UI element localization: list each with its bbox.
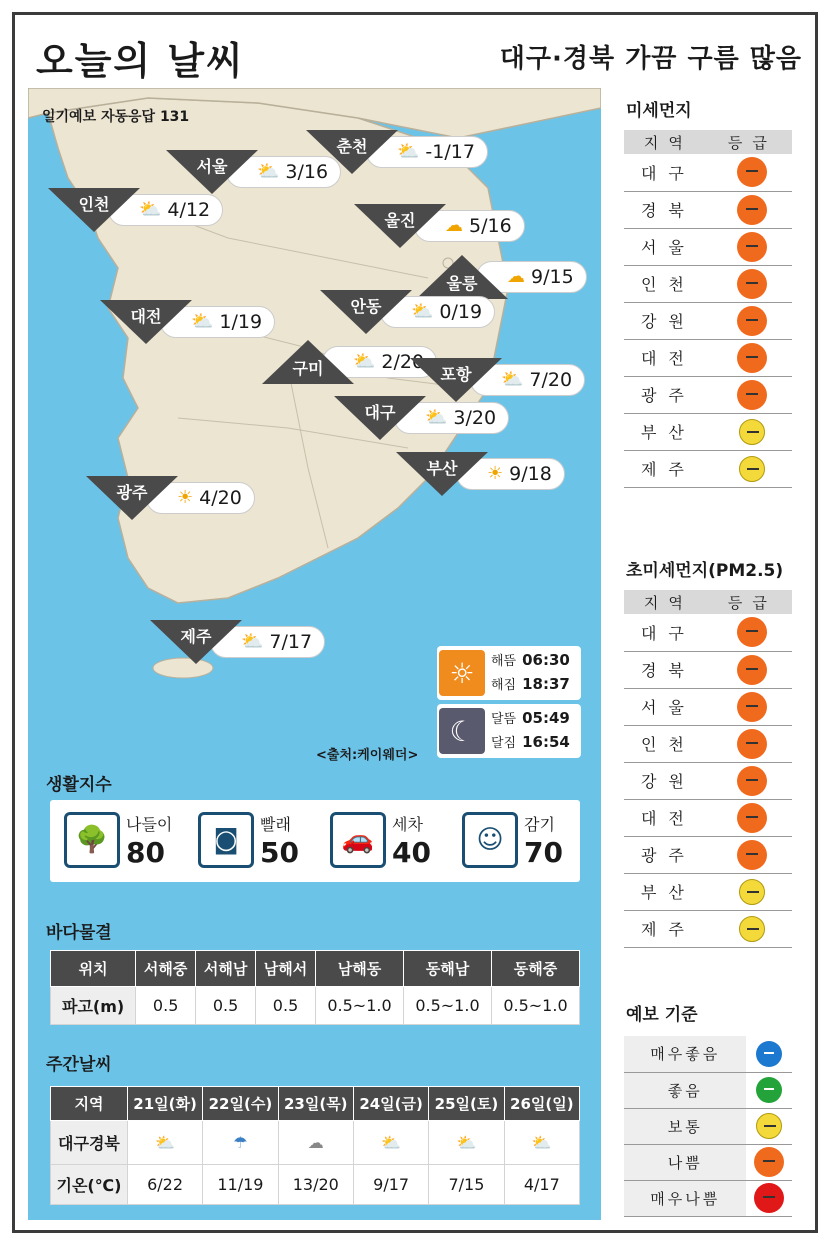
dust-region: 경북 [624, 651, 713, 688]
weekly-header-cell: 21일(화) [127, 1087, 202, 1121]
sunset-label: 해짐 [491, 678, 517, 693]
sea-header-cell: 남해서 [256, 951, 316, 987]
life-item-label: 나들이 [126, 815, 173, 834]
city-temp: 4/20 [199, 487, 242, 509]
partly-cloudy-icon: ⛅ [501, 369, 524, 390]
dust-region: 대전 [624, 799, 713, 836]
dust-row [624, 873, 792, 910]
dust-grade-cell [713, 191, 792, 228]
dust-grade-cell [713, 265, 792, 302]
dust-grade-cell [713, 910, 792, 947]
sea-cell: 0.5~1.0 [316, 987, 404, 1025]
life-item-label: 세차 [392, 815, 423, 834]
grade-good-icon [756, 1077, 782, 1103]
city-temp: 5/16 [469, 215, 512, 237]
sea-cell: 0.5 [196, 987, 256, 1025]
moonrise-label: 달뜸 [491, 712, 517, 727]
grade-bad-icon [739, 234, 765, 260]
grade-bad-icon [739, 694, 765, 720]
life-index-box [50, 800, 580, 882]
partly-cloudy-icon: ⛅ [456, 1133, 477, 1152]
life-item-cold [454, 808, 582, 874]
city-temp: 9/18 [509, 463, 552, 485]
life-item-value: 70 [524, 836, 563, 869]
city-name: 울릉 [446, 274, 478, 293]
grade-normal-icon [756, 1113, 782, 1139]
legend-label: 매우나쁨 [624, 1180, 746, 1216]
weekly-icon-cell [353, 1121, 428, 1165]
mask-face-icon: ☺ [462, 812, 518, 868]
dust-grade-cell [713, 725, 792, 762]
dust-region: 대구 [624, 614, 713, 651]
weekly-header-cell: 24일(금) [353, 1087, 428, 1121]
outing-icon: 🌳 [64, 812, 120, 868]
weekly-temp-cell: 7/15 [429, 1165, 504, 1205]
dust-region: 경북 [624, 191, 713, 228]
grade-bad-icon [739, 308, 765, 334]
dust-header-cell: 지역 [624, 590, 713, 614]
partly-cloudy-icon: ⛅ [353, 351, 376, 372]
city-name: 제주 [180, 627, 212, 646]
dust-region: 부산 [624, 413, 713, 450]
dust-row [624, 762, 792, 799]
life-item-value: 40 [392, 836, 431, 869]
legend-row [624, 1072, 792, 1108]
partly-cloudy-icon: ⛅ [241, 631, 264, 652]
rain-icon: ☂ [233, 1133, 248, 1152]
legend-grade-cell [746, 1072, 792, 1108]
city-temp: 3/16 [285, 161, 329, 183]
partly-cloudy-icon: ⛅ [155, 1133, 176, 1152]
dust-grade-cell [713, 154, 792, 191]
dust-grade-cell [713, 413, 792, 450]
weekly-table [50, 1086, 580, 1205]
legend-label: 나쁨 [624, 1144, 746, 1180]
weekly-temp-cell: 11/19 [203, 1165, 278, 1205]
dust-grade-cell [713, 614, 792, 651]
legend-title: 예보 기준 [626, 1005, 698, 1025]
legend-row [624, 1036, 792, 1072]
legend-grade-cell [746, 1108, 792, 1144]
washing-machine-icon: ◙ [198, 812, 254, 868]
legend-row [624, 1108, 792, 1144]
legend-grade-cell [746, 1036, 792, 1072]
dust-region: 광주 [624, 836, 713, 873]
weekly-title: 주간날씨 [46, 1055, 112, 1075]
weekly-header-cell: 25일(토) [429, 1087, 504, 1121]
grade-bad-icon [739, 731, 765, 757]
moonset-time: 16:54 [522, 733, 570, 751]
grade-bad-icon [739, 271, 765, 297]
legend-label: 보통 [624, 1108, 746, 1144]
dust-grade-cell [713, 339, 792, 376]
dust-row [624, 339, 792, 376]
cloudy-icon: ☁ [307, 1133, 324, 1152]
moonrise-time: 05:49 [522, 709, 570, 727]
grade-normal-icon [739, 456, 765, 482]
grade-bad-icon [739, 382, 765, 408]
grade-normal-icon [739, 879, 765, 905]
dust-row [624, 688, 792, 725]
grade-bad-icon [739, 768, 765, 794]
dust-row [624, 154, 792, 191]
grade-normal-icon [739, 916, 765, 942]
weekly-temp-label: 기온(℃) [51, 1165, 128, 1205]
legend-label: 좋음 [624, 1072, 746, 1108]
grade-bad-icon [739, 197, 765, 223]
sun-moon-box [437, 646, 581, 758]
moonset-label: 달짐 [491, 736, 517, 751]
weekly-temp-cell: 13/20 [278, 1165, 353, 1205]
legend-label: 매우좋음 [624, 1036, 746, 1072]
grade-normal-icon [739, 419, 765, 445]
sea-header-cell: 서해남 [196, 951, 256, 987]
legend-row [624, 1180, 792, 1216]
sunny-icon: ☀ [487, 463, 504, 484]
sea-header-cell: 서해중 [136, 951, 196, 987]
sunrise-label: 해뜸 [491, 654, 517, 669]
ultra-fine-dust-table [624, 590, 792, 948]
city-name: 구미 [292, 359, 324, 378]
city-name: 광주 [116, 483, 148, 502]
dust-region: 강원 [624, 302, 713, 339]
moon-icon: ☾ [439, 708, 485, 754]
dust-row [624, 614, 792, 651]
dust-row [624, 413, 792, 450]
weekly-temp-cell: 4/17 [504, 1165, 579, 1205]
legend-grade-cell [746, 1180, 792, 1216]
fine-dust-title: 미세먼지 [626, 101, 692, 121]
sunrise-time: 06:30 [522, 651, 570, 669]
city-name: 인천 [78, 195, 110, 214]
weekly-icon-cell [278, 1121, 353, 1165]
sea-wave-row [51, 987, 580, 1025]
life-index-title: 생활지수 [46, 775, 112, 795]
dust-grade-cell [713, 762, 792, 799]
dust-grade-cell [713, 873, 792, 910]
life-item-value: 80 [126, 836, 165, 869]
partly-cloudy-icon: ⛅ [531, 1133, 552, 1152]
dust-grade-cell [713, 228, 792, 265]
grade-bad-icon [756, 1149, 782, 1175]
weekly-icon-cell [127, 1121, 202, 1165]
sea-header-cell: 동해남 [403, 951, 491, 987]
dust-header-cell: 등급 [713, 130, 792, 154]
city-name: 안동 [350, 297, 382, 316]
page-title: 오늘의 날씨 [36, 39, 245, 83]
weekly-region: 대구경북 [51, 1121, 128, 1165]
partly-cloudy-icon: ⛅ [411, 301, 434, 322]
grade-very-bad-icon [756, 1185, 782, 1211]
hotline-text: 일기예보 자동응답 131 [42, 109, 190, 125]
city-temp: -1/17 [425, 141, 475, 163]
page-subtitle: 대구·경북 가끔 구름 많음 [499, 44, 802, 74]
dust-region: 부산 [624, 873, 713, 910]
city-name: 춘천 [336, 137, 368, 156]
weekly-icon-cell [504, 1121, 579, 1165]
weekly-header-row [51, 1087, 580, 1121]
dust-row [624, 450, 792, 487]
dust-grade-cell [713, 799, 792, 836]
sea-row-label: 파고(m) [51, 987, 136, 1025]
sun-row [437, 646, 581, 700]
weekly-header-cell: 22일(수) [203, 1087, 278, 1121]
dust-row [624, 651, 792, 688]
grade-bad-icon [739, 657, 765, 683]
dust-row [624, 265, 792, 302]
sea-header-cell: 위치 [51, 951, 136, 987]
dust-header-cell: 지역 [624, 130, 713, 154]
dust-region: 강원 [624, 762, 713, 799]
cloudy-icon: ☁ [445, 215, 463, 236]
sea-cell: 0.5 [136, 987, 196, 1025]
weekly-icon-cell [203, 1121, 278, 1165]
city-temp: 0/19 [439, 301, 483, 323]
city-temp: 1/19 [219, 311, 263, 333]
life-item-value: 50 [260, 836, 299, 869]
dust-row [624, 725, 792, 762]
city-name: 울진 [384, 211, 416, 230]
dust-region: 제주 [624, 910, 713, 947]
grade-bad-icon [739, 805, 765, 831]
sea-header-cell: 남해동 [316, 951, 404, 987]
life-item-label: 감기 [524, 815, 555, 834]
dust-row [624, 910, 792, 947]
dust-region: 광주 [624, 376, 713, 413]
dust-row [624, 799, 792, 836]
dust-grade-cell [713, 651, 792, 688]
weekly-header-cell: 지역 [51, 1087, 128, 1121]
city-temp: 7/17 [269, 631, 313, 653]
city-name: 서울 [196, 157, 228, 176]
dust-header-row [624, 590, 792, 614]
sea-title: 바다물결 [46, 923, 112, 943]
dust-region: 인천 [624, 725, 713, 762]
dust-region: 인천 [624, 265, 713, 302]
cloudy-icon: ☁ [507, 266, 525, 287]
car-wash-icon: 🚗 [330, 812, 386, 868]
city-name: 포항 [440, 365, 472, 384]
life-item-carwash [322, 808, 450, 874]
city-temp: 9/15 [531, 266, 574, 288]
city-name: 대전 [130, 307, 162, 326]
sea-table [50, 950, 580, 1025]
dust-grade-cell [713, 302, 792, 339]
partly-cloudy-icon: ⛅ [381, 1133, 402, 1152]
partly-cloudy-icon: ⛅ [139, 199, 162, 220]
city-temp: 7/20 [529, 369, 573, 391]
city-name: 대구 [364, 403, 396, 422]
dust-region: 서울 [624, 228, 713, 265]
grade-bad-icon [739, 159, 765, 185]
sea-cell: 0.5 [256, 987, 316, 1025]
weekly-icon-cell [429, 1121, 504, 1165]
grade-very-good-icon [756, 1041, 782, 1067]
fine-dust-table [624, 130, 792, 488]
weekly-temp-cell: 9/17 [353, 1165, 428, 1205]
dust-row [624, 836, 792, 873]
legend-row [624, 1144, 792, 1180]
legend-table [624, 1036, 792, 1217]
dust-grade-cell [713, 688, 792, 725]
dust-region: 제주 [624, 450, 713, 487]
dust-header-row [624, 130, 792, 154]
partly-cloudy-icon: ⛅ [397, 141, 420, 162]
dust-row [624, 228, 792, 265]
dust-row [624, 302, 792, 339]
dust-row [624, 376, 792, 413]
city-temp: 4/12 [167, 199, 211, 221]
city-name: 부산 [426, 459, 458, 478]
sunset-time: 18:37 [522, 675, 570, 693]
dust-grade-cell [713, 376, 792, 413]
sunny-icon: ☀ [177, 487, 194, 508]
sea-cell: 0.5~1.0 [403, 987, 491, 1025]
weekly-icon-row [51, 1121, 580, 1165]
weekly-temp-cell: 6/22 [127, 1165, 202, 1205]
moon-row [437, 704, 581, 758]
sea-header-row [51, 951, 580, 987]
grade-bad-icon [739, 345, 765, 371]
partly-cloudy-icon: ⛅ [425, 407, 448, 428]
life-item-label: 빨래 [260, 815, 291, 834]
source-credit: <출처:케이웨더> [316, 748, 419, 763]
city-temp: 2/20 [381, 351, 425, 373]
grade-bad-icon [739, 842, 765, 868]
sea-cell: 0.5~1.0 [491, 987, 579, 1025]
weekly-header-cell: 23일(목) [278, 1087, 353, 1121]
sun-icon: ☼ [439, 650, 485, 696]
weekly-header-cell: 26일(일) [504, 1087, 579, 1121]
legend-grade-cell [746, 1144, 792, 1180]
dust-grade-cell [713, 450, 792, 487]
dust-region: 서울 [624, 688, 713, 725]
partly-cloudy-icon: ⛅ [191, 311, 214, 332]
city-temp: 3/20 [453, 407, 497, 429]
ultra-fine-dust-title: 초미세먼지(PM2.5) [626, 561, 784, 581]
partly-cloudy-icon: ⛅ [257, 161, 280, 182]
dust-region: 대전 [624, 339, 713, 376]
dust-region: 대구 [624, 154, 713, 191]
weekly-temp-row [51, 1165, 580, 1205]
life-item-outing [56, 808, 184, 874]
life-item-laundry [190, 808, 318, 874]
dust-grade-cell [713, 836, 792, 873]
sea-header-cell: 동해중 [491, 951, 579, 987]
grade-bad-icon [739, 619, 765, 645]
dust-row [624, 191, 792, 228]
dust-header-cell: 등급 [713, 590, 792, 614]
